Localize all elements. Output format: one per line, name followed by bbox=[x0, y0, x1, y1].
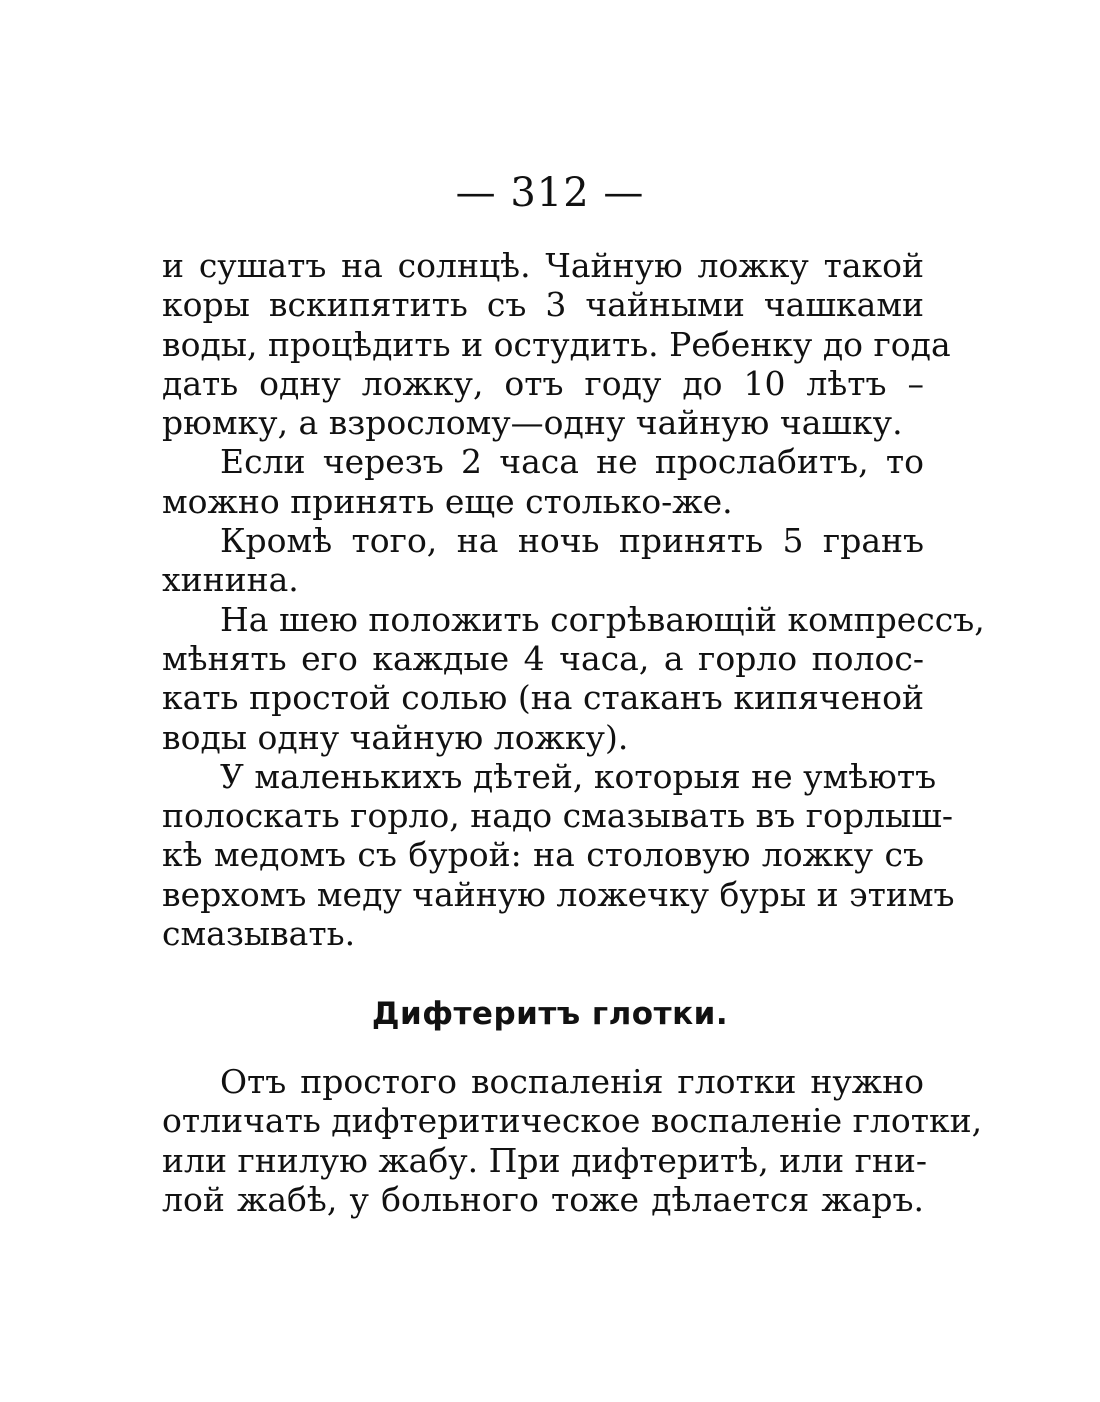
text-line: хинина. bbox=[162, 560, 299, 600]
text-line: и сушатъ на солнцѣ. Чайную ложку такой bbox=[162, 246, 924, 285]
paragraph bbox=[162, 246, 951, 443]
text-line: отличать дифтеритическое воспаленіе глотки, bbox=[162, 1101, 983, 1141]
text-line: кать простой солью (на стаканъ кипяченой bbox=[162, 678, 924, 718]
text-line: смазывать. bbox=[162, 914, 356, 954]
page-number: — 312 — bbox=[455, 170, 645, 216]
text-line: дать одну ложку, отъ году до 10 лѣтъ – bbox=[162, 363, 924, 403]
text-line: Отъ простого воспаленія глотки нужно bbox=[220, 1062, 924, 1101]
text-line: На шею положить согрѣвающій компрессъ, bbox=[220, 599, 985, 639]
text-line: полоскать горло, надо смазывать въ горлыш- bbox=[162, 796, 954, 836]
text-line: У маленькихъ дѣтей, которыя не умѣютъ bbox=[220, 756, 937, 796]
text-line: кѣ медомъ съ бурой: на столовую ложку съ bbox=[162, 835, 924, 875]
text-line: Если черезъ 2 часа не прослабитъ, то bbox=[220, 442, 924, 482]
text-line: воды одну чайную ложку). bbox=[162, 717, 629, 757]
text-line: верхомъ меду чайную ложечку буры и этимъ bbox=[162, 874, 955, 914]
paragraph bbox=[162, 599, 985, 757]
paragraph bbox=[162, 756, 955, 954]
text-line: лой жабѣ, у больного тоже дѣлается жаръ. bbox=[162, 1179, 924, 1219]
text-line: рюмку, а взрослому—одну чайную чашку. bbox=[162, 403, 903, 443]
text-column-bottom bbox=[162, 1062, 983, 1219]
section-heading: Дифтеритъ глотки. bbox=[371, 996, 729, 1032]
text-line: мѣнять его каждые 4 часа, а горло полос- bbox=[162, 638, 924, 678]
text-line: Кромѣ того, на ночь принять 5 гранъ bbox=[220, 521, 924, 561]
text-column-top bbox=[162, 246, 985, 954]
text-line: воды, процѣдить и остудить. Ребенку до года bbox=[162, 324, 951, 364]
text-line: коры вскипятить съ 3 чайными чашками bbox=[162, 285, 924, 325]
text-line: или гнилую жабу. При дифтеритѣ, или гни- bbox=[162, 1140, 928, 1180]
paragraph bbox=[162, 442, 924, 521]
text-line: можно принять еще столько-же. bbox=[162, 481, 733, 521]
paragraph bbox=[162, 1062, 983, 1219]
paragraph bbox=[162, 521, 924, 600]
